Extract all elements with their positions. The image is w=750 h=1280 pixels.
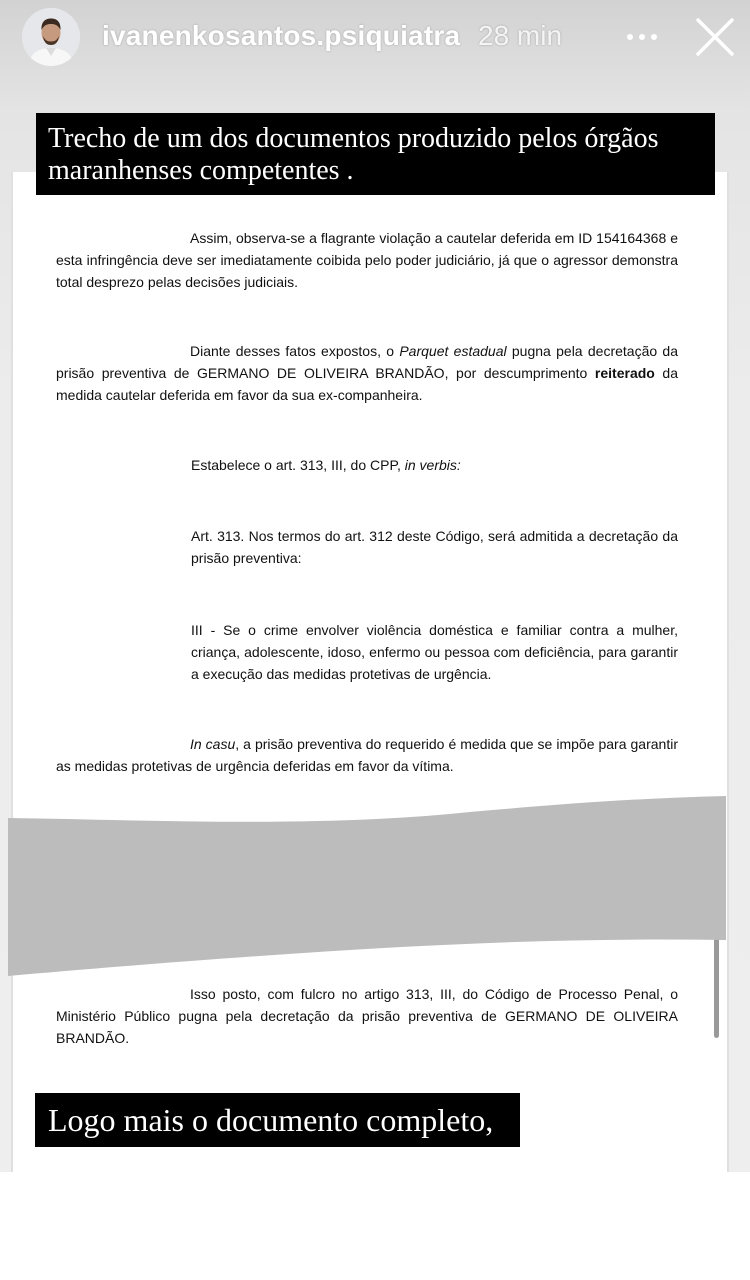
profile-avatar[interactable] <box>22 8 80 66</box>
close-icon[interactable] <box>694 16 736 58</box>
paragraph-6-text: , a prisão preventiva do requerido é medida que se impõe para garantir as medidas protetivas de urgência deferidas em favor da vítima. <box>56 736 678 774</box>
document-paragraph-7 <box>56 983 678 1049</box>
story-username[interactable]: ivanenkosantos.psiquiatra <box>102 20 461 51</box>
document-paragraph-1 <box>56 227 678 293</box>
document-paragraph-4 <box>191 525 678 569</box>
paragraph-2-text-a: Diante desses fatos expostos, o <box>190 343 400 359</box>
paragraph-3-text: Estabelece o art. 313, III, do CPP, <box>191 457 405 473</box>
paragraph-2-text-c: pugna pela decretação da prisão preventiva de GERMANO DE OLIVEIRA BRANDÃO, por descumprimento <box>56 343 679 381</box>
paragraph-5-text: III - Se o crime envolver violência doméstica e familiar contra a mulher, criança, adolescente, idoso, enfermo ou pessoa com deficiência, para garantir a execução das medidas protetivas de urgência. <box>191 622 678 682</box>
paragraph-3-italic: in verbis: <box>404 457 461 473</box>
redaction-blur-area <box>0 790 750 980</box>
more-horizontal-icon[interactable] <box>624 26 660 48</box>
document-paragraph-3 <box>191 454 678 476</box>
avatar-photo <box>22 8 80 66</box>
paragraph-2-text-e: da medida cautelar deferida em favor da sua ex-companheira. <box>56 365 678 403</box>
paragraph-7-text: Isso posto, com fulcro no artigo 313, III, do Código de Processo Penal, o Ministério Público pugna pela decretação da prisão preventiva de GERMANO DE OLIVEIRA BRANDÃO. <box>56 986 678 1046</box>
paragraph-2-bold: reiterado <box>594 365 655 381</box>
document-paragraph-6 <box>56 733 678 777</box>
story-timestamp: 28 min <box>478 20 563 51</box>
document-paragraph-5 <box>191 619 678 685</box>
paragraph-4-text: Art. 313. Nos termos do art. 312 deste Código, será admitida a decretação da prisão preventiva: <box>191 528 678 566</box>
caption-top: Trecho de um dos documentos produzido pelos órgãos maranhenses competentes . <box>36 113 715 195</box>
paragraph-6-italic: In casu <box>190 736 236 752</box>
caption-bottom: Logo mais o documento completo, <box>35 1093 520 1147</box>
paragraph-2-italic: Parquet estadual <box>399 343 507 359</box>
paragraph-1-text: Assim, observa-se a flagrante violação a cautelar deferida em ID 154164368 e esta infringência deve ser imediatamente coibida pelo poder judiciário, já que o agressor demonstra total desprezo pelas decisões judiciais. <box>56 230 678 290</box>
document-paragraph-2 <box>56 340 678 406</box>
story-header <box>0 0 750 80</box>
